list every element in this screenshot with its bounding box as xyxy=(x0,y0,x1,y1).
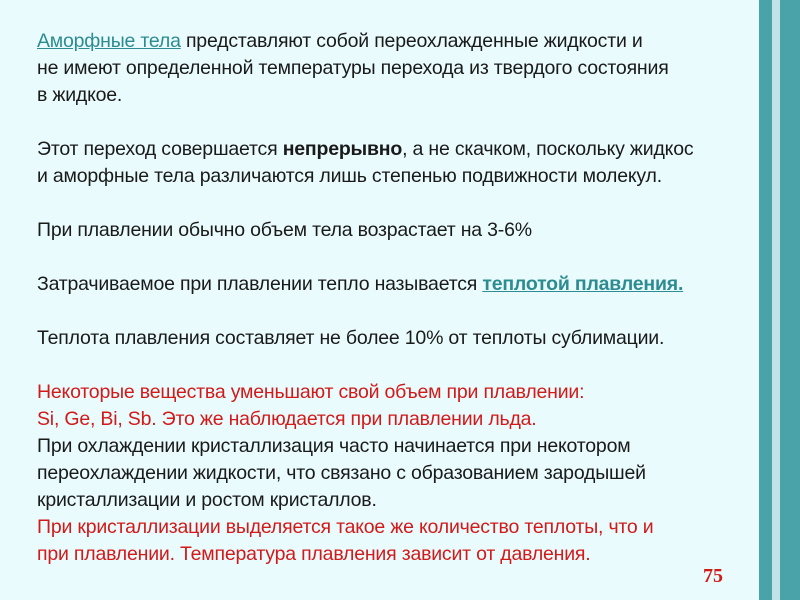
bold-word-continuous: непрерывно xyxy=(282,138,403,160)
slide-body xyxy=(37,28,757,568)
text-line: Затрачиваемое при плавлении тепло называется xyxy=(37,273,483,295)
term-heat-of-fusion: теплотой плавления. xyxy=(482,273,684,295)
text-line: переохлаждении жидкости, что связано с образованием зародышей xyxy=(37,462,646,484)
paragraph-transition xyxy=(37,136,757,190)
text-line: , а не скачком, поскольку жидкос xyxy=(402,138,694,160)
text-line: и аморфные тела различаются лишь степенью подвижности молекул. xyxy=(37,165,662,187)
text-line: Этот переход совершается xyxy=(37,138,283,160)
text-line: в жидкое. xyxy=(37,84,123,106)
red-text-line: При кристаллизации выделяется такое же количество теплоты, что и xyxy=(37,516,654,538)
text-line: не имеют определенной температуры перехода из твердого состояния xyxy=(37,57,669,79)
text-line: При охлаждении кристаллизация часто начинается при некотором xyxy=(37,435,631,457)
paragraph-amorphous xyxy=(37,28,757,109)
text-line: Теплота плавления составляет не более 10% от теплоты сублимации. xyxy=(37,327,665,349)
text-line: кристаллизации и ростом кристаллов. xyxy=(37,489,377,511)
red-text-line: Si, Ge, Bi, Sb. Это же наблюдается при плавлении льда. xyxy=(37,408,537,430)
page-number: 75 xyxy=(703,565,723,587)
paragraph-sublimation xyxy=(37,325,757,352)
paragraph-heat-of-fusion xyxy=(37,271,757,298)
term-amorphous-bodies: Аморфные тела xyxy=(37,30,181,52)
text-line: При плавлении обычно объем тела возрастает на 3-6% xyxy=(37,219,532,241)
red-text-line: при плавлении. Температура плавления зависит от давления. xyxy=(37,543,591,565)
paragraph-crystallization xyxy=(37,379,757,568)
right-stripe-highlight xyxy=(772,0,780,600)
red-text-line: Некоторые вещества уменьшают свой объем при плавлении: xyxy=(37,381,585,403)
text-line: представляют собой переохлажденные жидкости и xyxy=(180,30,643,52)
paragraph-volume xyxy=(37,217,757,244)
